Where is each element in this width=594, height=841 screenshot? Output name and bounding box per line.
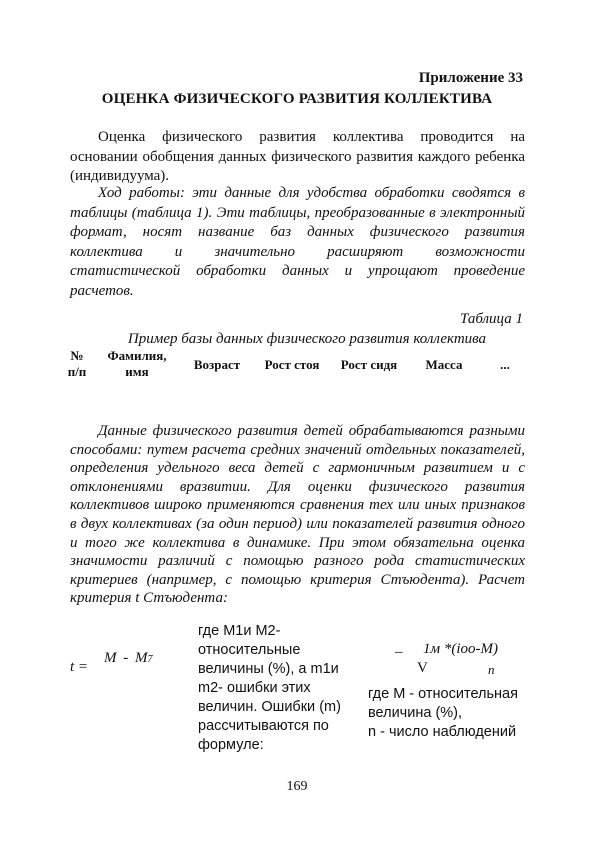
explanation-line: формуле: [198,737,264,753]
error-explanation-line: n - число наблюдений [368,724,517,740]
intro-paragraph: Оценка физического развития коллектива проводится на основании обобщения данных физического развития каждого ребенка (индивидуума). [70,129,525,184]
col-name-line1: Фамилия, [107,348,167,363]
appendix-label: Приложение 33 [418,70,523,86]
explanation-line: относительные [198,642,301,658]
explanation-line: m2- ошибки этих [198,680,311,696]
error-root-symbol: V [417,660,428,676]
error-explanation-line: величина (%), [368,705,463,721]
explanation-line: величин. Ошибки (m) [198,699,341,715]
error-numerator: 1м *(ioo-M) [423,641,498,657]
error-explanation-line: где M - относительная [368,686,518,702]
methods-paragraph: Данные физического развития детей обрабатываются разными способами: путем расчета средних значений отдельных показателей, определения удельного веса детей с гармоничным развитием и с отклонениями вразвитии. Для оценки физического развития коллективов широко применяются сравнения тех или иных признаков в двух коллективах (за один период) или показателей развития одного и того же коллектива в динамике. При этом обязательна оценка значимости различий с помощью разного рода статистических критериев (например, с помощью критерия Стъюдента). Расчет критерия t Стъюдента: [70,423,525,607]
explanation-line: величины (%), а m1и [198,661,339,677]
formula-explanation [198,622,346,755]
table-label: Таблица 1 [460,311,523,327]
error-denominator: n [488,662,495,677]
table-caption: Пример базы данных физического развития коллектива [127,331,487,347]
t-numerator-text: M - M [104,650,148,666]
col-height-sitting-header: Рост сидя [340,357,398,372]
t-lhs: t = [70,659,89,675]
col-number-line2: п/п [67,364,87,379]
workflow-paragraph: Ход работы: эти данные для удобства обработки сводятся в таблицы (таблица 1). Эти таблицы, преобразованные в электронный формат, носят название баз данных физического развития коллектива и значительно расширяют возможности статистической обработки данных и упрощают проведение расчетов. [70,185,525,299]
explanation-line: где M1и M2- [198,623,281,639]
col-mass-header: Масса [425,357,463,372]
page-title: ОЦЕНКА ФИЗИЧЕСКОГО РАЗВИТИЯ КОЛЛЕКТИВА [101,91,493,107]
t-numerator-sub: 7 [147,654,153,665]
col-more-header: ... [500,357,510,372]
col-number-header [64,348,90,380]
page-number: 169 [286,779,308,794]
col-number-line1: № [70,348,84,363]
error-explanation [368,685,538,742]
col-name-line2: имя [125,364,149,379]
error-dash: – [395,644,403,660]
col-height-standing-header: Рост стоя [264,357,320,372]
col-name-header [100,348,174,380]
col-age-header: Возраст [193,357,241,372]
t-numerator [104,650,153,667]
explanation-line: рассчитываются по [198,718,329,734]
